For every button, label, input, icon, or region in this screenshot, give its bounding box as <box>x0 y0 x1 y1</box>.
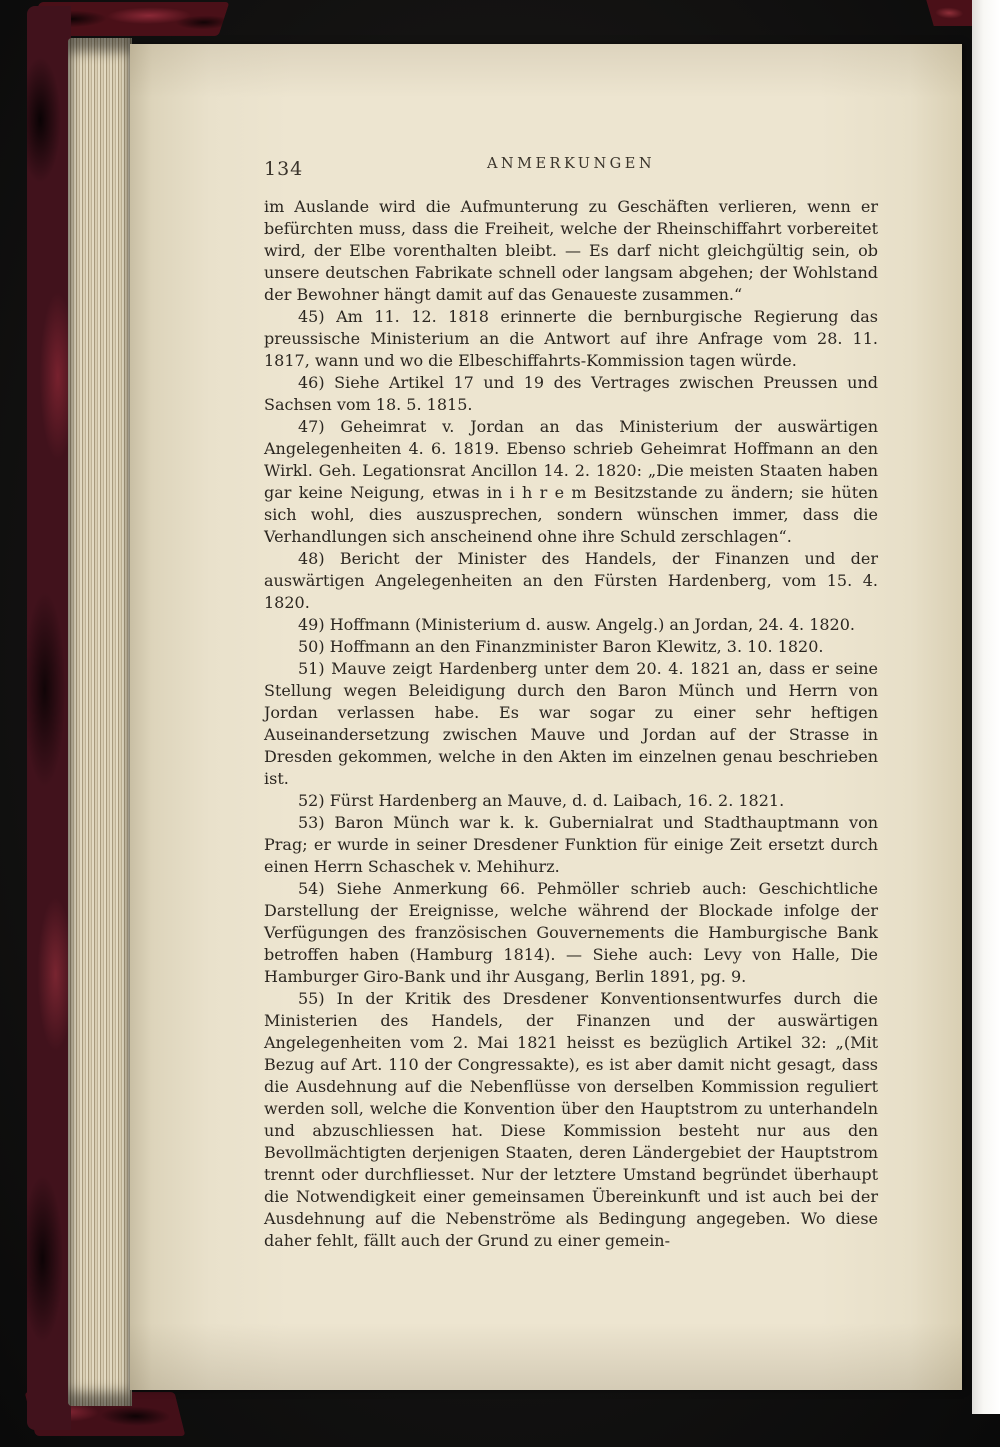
footnote-46: 46) Siehe Artikel 17 und 19 des Vertrages zwischen Preussen und Sachsen vom 18. 5. 1815. <box>264 373 878 414</box>
footnote-55: 55) In der Kritik des Dresdener Konventionsentwurfes durch die Ministerien des Handels, der Finanzen und der auswärtigen Angelegenheiten vom 2. Mai 1821 heisst es bezüglich Artikel 32: „(Mit Bezug auf Art. 110 der Congressakte), es ist aber damit nicht gesagt, dass die Ausdehnung auf die Nebenflüsse von derselben Kommission reguliert werden soll, welche die Konvention über den Hauptstrom zu unterhandeln und abzuschliessen hat. Diese Kommission besteht nur aus den Bevollmächtigten derjenigen Staaten, deren Ländergebiet der Hauptstrom trennt oder durchfliesset. Nur der letztere Umstand begründet überhaupt die Notwendigkeit einer gemeinsamen Übereinkunft und ist auch bei der Ausdehnung auf die Nebenströme als Bedingung angegeben. Wo diese daher fehlt, fällt auch der Grund zu einer gemein- <box>264 989 878 1250</box>
running-header: ANMERKUNGEN <box>486 156 656 172</box>
footnote-45: 45) Am 11. 12. 1818 erinnerte die bernburgische Regierung das preussische Ministerium an die Antwort auf ihre Anfrage vom 28. 11. 1817, wann und wo die Elbeschiffahrts-Kommission tagen würde. <box>264 307 878 370</box>
footnote-52: 52) Fürst Hardenberg an Mauve, d. d. Laibach, 16. 2. 1821. <box>298 791 785 810</box>
paragraph-continuation: im Auslande wird die Aufmunterung zu Geschäften verlieren, wenn er befürchten muss, dass die Freiheit, welche der Rheinschiffahrt vorbereitet wird, der Elbe vorenthalten bleibt. — Es darf nicht gleichgültig sein, ob unsere deutschen Fabrikate schnell oder langsam abgehen; der Wohlstand der Bewohner hängt damit auf das Genaueste zusammen.“ <box>264 197 878 304</box>
footnote-47: 47) Geheimrat v. Jordan an das Ministerium der auswärtigen Angelegenheiten 4. 6. 1819. Ebenso schrieb Geheimrat Hoffmann an den Wirkl. Geh. Legationsrat Ancillon 14. 2. 1820: „Die meisten Staaten haben gar keine Neigung, etwas in i h r e m Besitzstande zu ändern; sie hüten sich wohl, dies auszusprechen, sondern wünschen immer, dass die Verhandlungen sich anscheinend ohne ihre Schuld zerschlagen“. <box>264 417 878 546</box>
footnote-54: 54) Siehe Anmerkung 66. Pehmöller schrieb auch: Geschichtliche Darstellung der Ereignisse, welche während der Blockade infolge der Verfügungen des französischen Gouvernements die Hamburgische Bank betroffen haben (Hamburg 1814). — Siehe auch: Levy von Halle, Die Hamburger Giro-Bank und ihr Ausgang, Berlin 1891, pg. 9. <box>264 879 878 986</box>
footnote-51: 51) Mauve zeigt Hardenberg unter dem 20. 4. 1821 an, dass er seine Stellung wegen Beleidigung durch den Baron Münch und Herrn von Jordan verlassen habe. Es war sogar zu einer sehr heftigen Auseinandersetzung zwischen Mauve und Jordan auf der Strasse in Dresden gekommen, welche in den Akten im einzelnen genau beschrieben ist. <box>264 659 878 788</box>
footnote-49: 49) Hoffmann (Ministerium d. ausw. Angelg.) an Jordan, 24. 4. 1820. <box>298 615 855 634</box>
facing-page-edge <box>972 0 1000 1414</box>
book-page <box>130 44 962 1390</box>
book-cover-edge <box>27 6 71 1430</box>
page-number: 134 <box>264 158 304 180</box>
footnote-50: 50) Hoffmann an den Finanzminister Baron Klewitz, 3. 10. 1820. <box>298 637 824 656</box>
footnote-48: 48) Bericht der Minister des Handels, der Finanzen und der auswärtigen Angelegenheiten an den Fürsten Hardenberg, vom 15. 4. 1820. <box>264 549 878 612</box>
page-header <box>264 156 878 182</box>
page-stack-fore-edge <box>68 38 132 1406</box>
page-body <box>264 196 878 1252</box>
footnote-53: 53) Baron Münch war k. k. Gubernialrat und Stadthauptmann von Prag; er wurde in seiner Dresdener Funktion für einige Zeit ersetzt durch einen Herrn Schaschek v. Mehihurz. <box>264 813 878 876</box>
